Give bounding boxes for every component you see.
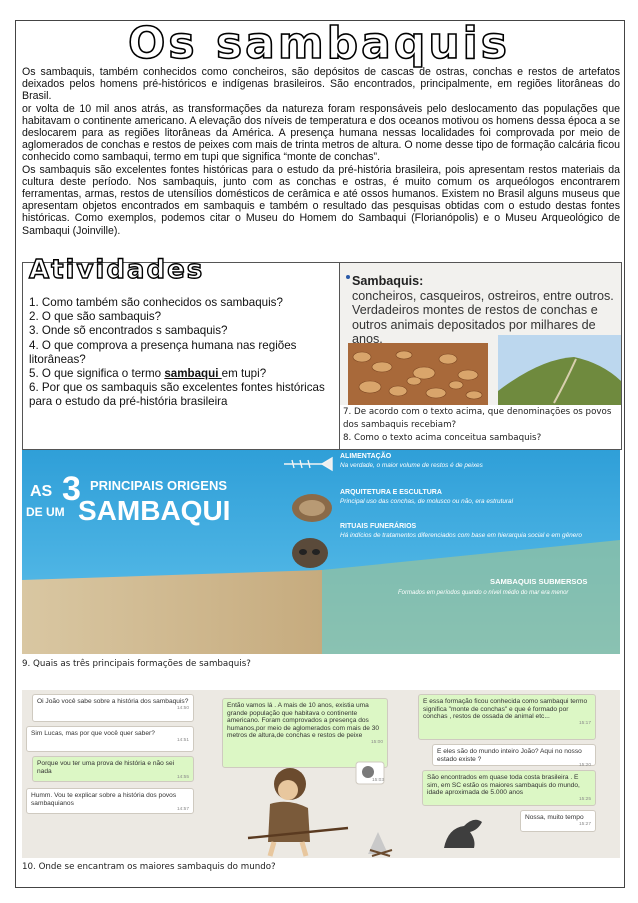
question-8: 8. Como o texto acima conceitua sambaquis? [343, 433, 542, 443]
origin-4-heading: SAMBAQUIS SUBMERSOS [490, 577, 588, 586]
sambaquis-definition-panel [340, 263, 621, 405]
chat-message-3-time: 14:55 [176, 775, 189, 781]
question-5-pre: 5. O que significa o termo [29, 367, 165, 381]
chat-message-6-text: E essa formação ficou conhecida como sambaqui termo significa "monte de conchas" e que é formado por conchas , restos de ossada de animal etc... [423, 698, 588, 721]
chat-message-7 [432, 744, 596, 769]
intro-text [22, 66, 620, 237]
chat-message-8-time: 15:25 [578, 796, 591, 802]
chat-message-2 [26, 726, 194, 752]
sambaquis-definition [352, 274, 618, 347]
chat-message-3-text: Porque vou ter uma prova de história e não sei nada [37, 760, 175, 775]
dinosaur-icon [444, 820, 482, 848]
dinosaur-sticker [434, 808, 504, 852]
monkey-sticker-icon [362, 766, 374, 778]
chat-message-7-text: E eles são do mundo inteiro João? Aqui no nosso estado existe ? [437, 748, 582, 763]
sambaquis-definition-text: concheiros, casqueiros, ostreiros, entre outros. Verdadeiros montes de restos de conchas e outros animais depositados por milhares de anos. [352, 288, 614, 347]
intro-paragraph-1: Os sambaquis, também conhecidos como concheiros, são depósitos de cascas de ostras, conchas e restos de artefatos deixados pelos homens pré-históricos e indígenas brasileiros. São encontrados, principalmente, em regiões litorâneas do Brasil. [22, 66, 620, 103]
origin-3-text: Há indícios de tratamentos diferenciados com base em hierarquia social e em gênero [340, 532, 582, 539]
chat-message-8-text: São encontrados em quase toda costa brasileira . E sim, em SC estão os maiores sambaquis do mundo, idade aproximada de 5.000 anos [427, 774, 580, 797]
chat-message-8 [422, 770, 596, 806]
origin-2-text: Principal uso das conchas, de molusco ou não, era estrutural [340, 498, 513, 505]
chat-message-4-time: 14:57 [176, 807, 189, 813]
chat-message-9-time: 15:27 [578, 821, 591, 827]
origin-1-text: Na verdade, o maior volume de restos é de peixes [340, 462, 483, 469]
origin-3-heading: RITUAIS FUNERÁRIOS [340, 523, 417, 530]
chat-message-2-text: Sim Lucas, mas por que você quer saber? [31, 730, 155, 737]
shell-inner [299, 500, 325, 516]
infographic-sambaqui-origins [22, 450, 620, 654]
activities-box [22, 255, 622, 450]
sambaquis-heading: Sambaquis: [352, 274, 424, 288]
caveman-icon [248, 768, 348, 856]
chat-message-2-time: 14:51 [176, 737, 189, 743]
sand-ground [22, 570, 322, 654]
skull-eye-left [299, 549, 307, 555]
chat-message-5-time: 15:00 [370, 739, 383, 745]
origin-1-heading: ALIMENTAÇÃO [340, 453, 392, 460]
questions-list [29, 296, 334, 410]
chat-message-1 [32, 694, 194, 722]
infographic-title-sambaqui: SAMBAQUI [78, 495, 231, 526]
chat-message-5-text: Então vamos lá . A mais de 10 anos, existia uma grande população que habitava o continente americano. Foram comprovados a presença dos humanos,por meio de aglomerados com mais de 30 metros de altura,de conchas e restos de peixe [227, 702, 380, 740]
chat-message-6-time: 15:17 [578, 720, 591, 726]
infographic-title-number: 3 [62, 470, 81, 508]
chat-message-9-text: Nossa, muito tempo [525, 814, 584, 821]
chat-message-6 [418, 694, 596, 740]
question-2: 2. O que são sambaquis? [29, 310, 162, 324]
chat-message-1-text: Oi João você sabe sobre a história dos sambaquis? [37, 698, 189, 705]
chat-conversation [22, 690, 620, 858]
questions-7-8 [343, 406, 619, 445]
chat-message-1-time: 14:50 [176, 705, 189, 711]
skull-eye-right [312, 549, 320, 555]
question-1: 1. Como também são conhecidos os sambaquis? [29, 296, 283, 309]
question-7: 7. De acordo com o texto acima, que denominações os povos dos sambaquis recebiam? [343, 407, 612, 430]
question-5-post: em tupi? [221, 367, 267, 381]
chat-message-4-text: Humm. Vou te explicar sobre a história dos povos sambaquianos [31, 792, 177, 807]
campfire-icon [368, 832, 392, 856]
activities-title: Atividades [29, 255, 205, 285]
chat-message-4 [26, 788, 194, 814]
question-5 [29, 367, 334, 381]
question-9: 9. Quais as três principais formações de sambaquis? [22, 659, 251, 669]
chat-illustration [218, 758, 398, 858]
question-4: 4. O que comprova a presença humana nas regiões litorâneas? [29, 338, 297, 366]
question-6: 6. Por que os sambaquis são excelentes fontes históricas para o estudo da pré-história brasileira [29, 381, 325, 409]
intro-paragraph-3: Os sambaquis são excelentes fontes históricas para o estudo da pré-história brasileira, pois apresentam restos materiais da cultura deste período. Nos sambaquis, junto com as conchas e ostras, é muito comum os arqueólogos encontrarem ferramentas, armas, restos de utensílios domésticos de cerâmica e até ossos humanos. Existem no Brasil alguns museus que apresentam objetos encontrados em sambaquis e também o resultado das pesquisas obtidas com o estudo destas fontes históricas. Como exemplos, podemos citar o Museu do Homem do Sambaqui (Florianópolis) e o Museu Arqueológico de Sambaqui (Joinville). [22, 163, 620, 237]
infographic-title-as: AS [30, 483, 53, 500]
intro-paragraph-2: or volta de 10 mil anos atrás, as transformações da natureza foram responsáveis pelo deslocamento das populações que habitavam o continente americano. A elevação dos níveis de temperatura e dos oceanos motivou os homens dessa época a se deslocarem para as regiões litorâneas da América. A presença humana nessas localidades foi comprovada por meio de aglomerados de conchas e restos de peixes com mais de trinta metros de altura. O nome desse tipo de formação calcária ficou conhecido como sambaqui, termo em tupi que significa “monte de conchas”. [22, 102, 620, 164]
question-10: 10. Onde se encantram os maiores sambaquis do mundo? [22, 862, 276, 872]
chat-message-7-time: 15:20 [578, 763, 591, 769]
page-title: Os sambaquis [128, 18, 510, 69]
infographic-title-principais: PRINCIPAIS ORIGENS [90, 478, 228, 493]
question-5-term: sambaqui [164, 367, 222, 381]
chat-sticker-time: 15:03 [372, 778, 385, 783]
infographic-title-de-um: DE UM [26, 505, 65, 519]
origin-2-heading: ARQUITETURA E ESCULTURA [340, 489, 442, 496]
chat-message-3 [32, 756, 194, 782]
skull-icon [292, 538, 328, 568]
chat-message-9 [520, 810, 596, 832]
question-3: 3. Onde sõ encontrados s sambaquis? [29, 324, 228, 338]
bullet-icon [346, 275, 350, 279]
origin-4-text: Formados em períodos quando o nível médio do mar era menor [398, 590, 569, 596]
